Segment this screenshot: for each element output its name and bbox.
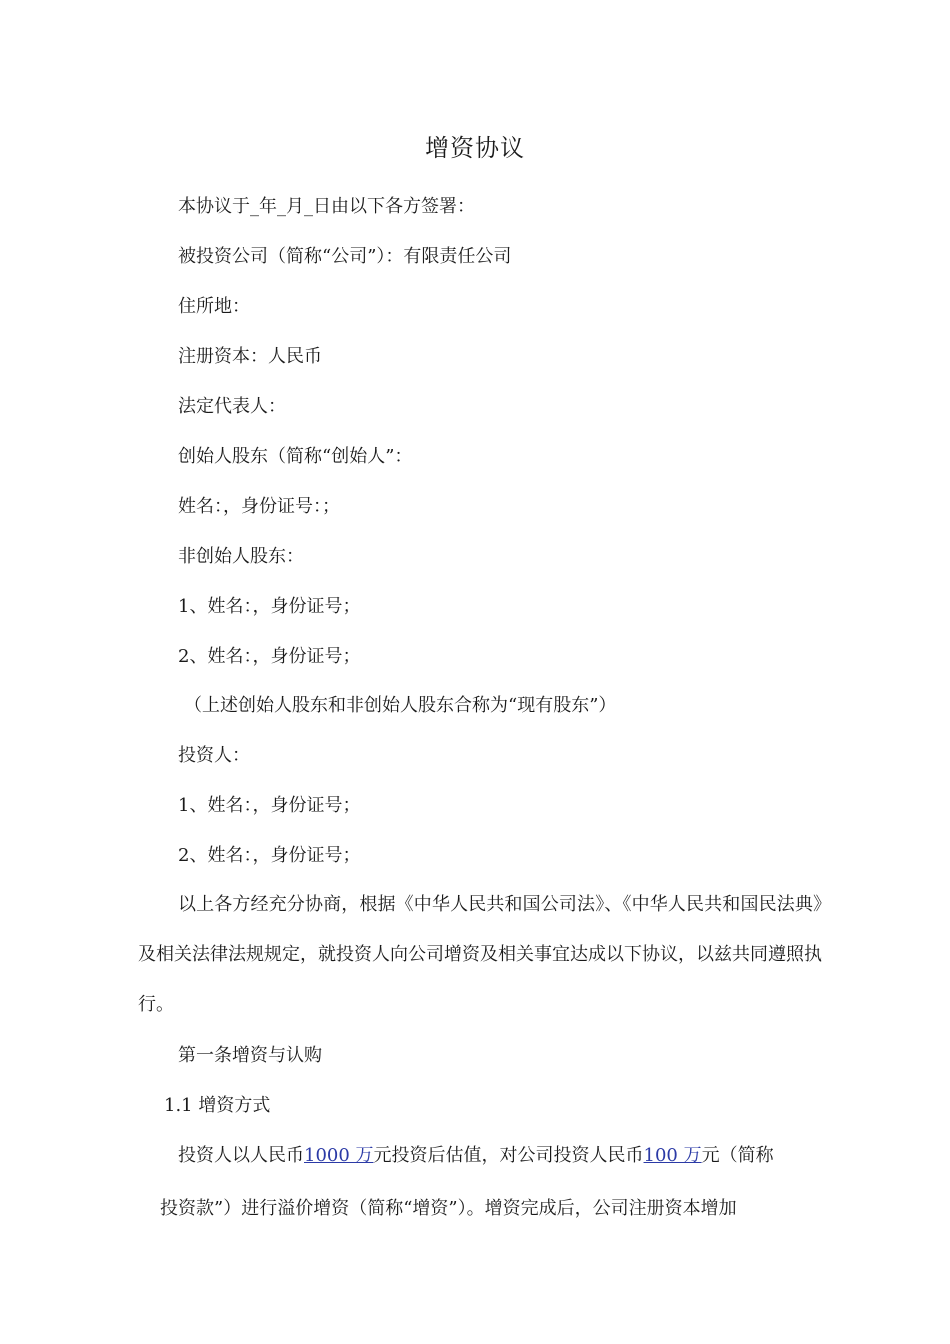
non-founder-2-line: 2、姓名：，身份证号； bbox=[178, 646, 361, 667]
clause-line-2: 投资款”）进行溢价增资（简称“增资”）。增资完成后，公司注册资本增加 bbox=[160, 1198, 737, 1219]
investor-label-line: 投资人： bbox=[178, 745, 250, 766]
company-line: 被投资公司（简称“公司”）：有限责任公司 bbox=[178, 246, 512, 267]
shareholders-note-line: （上述创始人股东和非创始人股东合称为“现有股东”） bbox=[184, 695, 617, 716]
intro-paragraph: 以上各方经充分协商，根据《中华人民共和国公司法》、《中华人民共和国民法典》及相关法律法规规定，就投资人向公司增资及相关事宜达成以下协议，以兹共同遵照执行。 bbox=[138, 894, 822, 1015]
clause-text-part2: 元投资后估值，对公司投资人民币 bbox=[373, 1145, 644, 1166]
capital-line: 注册资本：人民币 bbox=[178, 346, 322, 367]
founder-label-line: 创始人股东（简称“创始人”： bbox=[178, 446, 413, 467]
clause-text-part1: 投资人以人民币 bbox=[178, 1145, 304, 1166]
article-1-title: 第一条增资与认购 bbox=[178, 1045, 322, 1066]
address-line: 住所地： bbox=[178, 296, 250, 317]
investment-amount: 100 万 bbox=[643, 1145, 702, 1166]
founder-id-line: 姓名：，身份证号：； bbox=[178, 496, 340, 517]
investor-1-line: 1、姓名：，身份证号； bbox=[178, 795, 361, 816]
non-founder-label-line: 非创始人股东： bbox=[178, 546, 304, 567]
legal-rep-line: 法定代表人： bbox=[178, 396, 286, 417]
section-1-1-title: 1.1 增资方式 bbox=[164, 1095, 271, 1116]
valuation-amount: 1000 万 bbox=[304, 1145, 374, 1166]
sign-date-line: 本协议于_年_月_日由以下各方签署： bbox=[178, 196, 475, 217]
non-founder-1-line: 1、姓名：，身份证号； bbox=[178, 596, 361, 617]
clause-line-1 bbox=[178, 1144, 774, 1168]
investor-2-line: 2、姓名：，身份证号； bbox=[178, 845, 361, 866]
document-title: 增资协议 bbox=[425, 134, 525, 162]
clause-text-part3: 元（简称 bbox=[701, 1145, 774, 1166]
